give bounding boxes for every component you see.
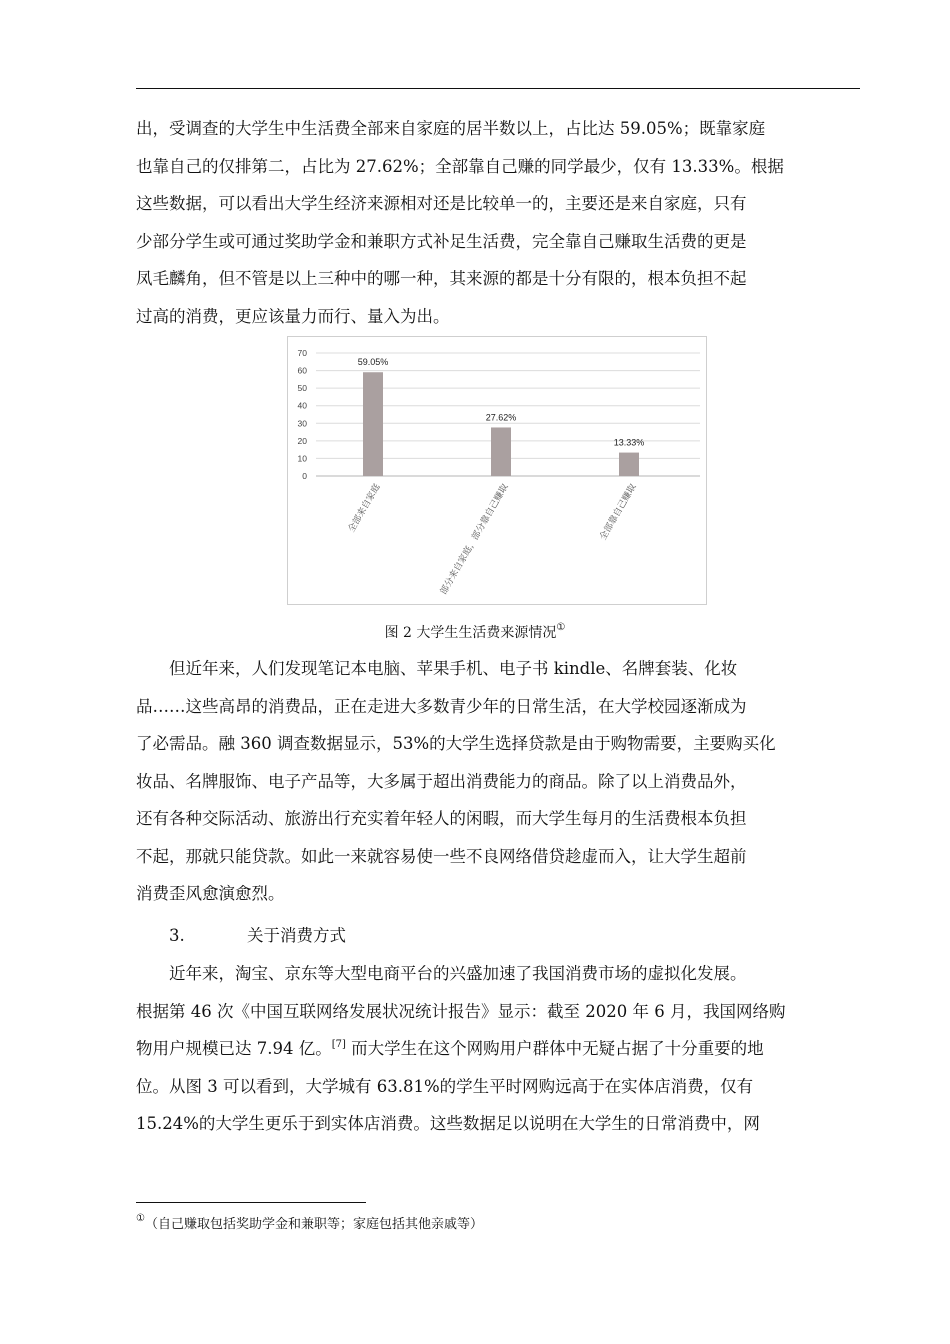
text-line: 根据第 46 次《中国互联网络发展状况统计报告》显示：截至 2020 年 6 月，我国网络购 [136,1001,786,1021]
y-tick-label: 60 [297,365,307,376]
y-tick-label: 0 [302,471,307,481]
text-line: 少部分学生或可通过奖助学金和兼职方式补足生活费，完全靠自己赚取生活费的更是 [136,231,747,251]
caption-text: 图 2 大学生生活费来源情况 [384,625,557,641]
paragraph-income-sources [136,110,860,335]
text-line: 了必需品。融 360 调查数据显示，53%的大学生选择贷款是由于购物需要，主要购买化 [136,734,776,753]
y-tick-label: 30 [297,418,307,429]
text-line: 也靠自己的仅排第二，占比为 27.62%；全部靠自己赚的同学最少，仅有 13.33%。根据 [136,156,784,176]
section-title: 关于消费方式 [247,926,346,945]
category-label: 全部靠自己赚取 [598,482,639,543]
y-tick-label: 10 [297,453,307,464]
category-label: 全部来自家庭 [346,482,383,535]
paragraph-consumption-mode [136,955,860,1143]
caption-footnote-mark: ① [556,622,566,633]
footnote-mark: ① [136,1213,145,1224]
footnote-text: （自己赚取包括奖助学金和兼职等；家庭包括其他亲戚等） [144,1217,483,1232]
text-line: 过高的消费，更应该量力而行、量入为出。 [136,306,450,326]
header-rule [136,88,860,89]
text-line: 妆品、名牌服饰、电子产品等，大多属于超出消费能力的商品。除了以上消费品外， [136,771,747,791]
text-line: 消费歪风愈演愈烈。 [136,884,285,903]
footnote-rule [136,1202,366,1203]
text-line: 出，受调查的大学生中生活费全部来自家庭的居半数以上，占比达 59.05%；既靠家庭 [136,119,766,138]
y-tick-label: 20 [297,435,307,446]
citation-ref: [7] [331,1039,346,1050]
data-label: 13.33% [613,437,645,448]
section-number: 3. [169,926,185,945]
text-segment: 而大学生在这个网购用户群体中无疑占据了十分重要的地 [345,1039,764,1058]
y-tick-label: 40 [297,400,307,411]
text-line: 品……这些高昂的消费品，正在走进大多数青少年的日常生活，在大学校园逐渐成为 [136,696,747,716]
text-line [136,1030,860,1068]
figure-caption [0,622,950,642]
y-tick-label: 70 [297,348,307,358]
text-line: 位。从图 3 可以看到，大学城有 63.81%的学生平时网购远高于在实体店消费，仅有 [136,1076,754,1096]
bar-chart [287,336,707,605]
text-line: 凤毛麟角，但不管是以上三种中的哪一种，其来源的都是十分有限的，根本负担不起 [136,269,747,288]
text-line: 这些数据，可以看出大学生经济来源相对还是比较单一的，主要还是来自家庭，只有 [136,194,747,213]
data-label: 59.05% [357,357,389,368]
bar [491,427,511,476]
bar [363,372,383,476]
data-label: 27.62% [485,412,517,423]
text-line: 不起，那就只能贷款。如此一来就容易使一些不良网络借贷趁虚而入，让大学生超前 [136,846,747,866]
y-tick-label: 50 [297,383,307,394]
chart-svg [288,337,708,606]
section-heading [136,917,860,955]
text-segment: 物用户规模已达 7.94 亿。 [136,1039,332,1058]
footnote [136,1213,483,1232]
bar [619,453,639,476]
paragraph-consumer-goods [136,650,860,913]
text-line: 还有各种交际活动、旅游出行充实着年轻人的闲暇，而大学生每月的生活费根本负担 [136,809,747,828]
text-line: 但近年来，人们发现笔记本电脑、苹果手机、电子书 kindle、名牌套装、化妆 [169,659,738,678]
text-line: 15.24%的大学生更乐于到实体店消费。这些数据足以说明在大学生的日常消费中，网 [136,1114,760,1133]
category-label: 部分来自家庭，部分靠自己赚取 [438,482,511,597]
text-line: 近年来，淘宝、京东等大型电商平台的兴盛加速了我国消费市场的虚拟化发展。 [169,964,747,983]
